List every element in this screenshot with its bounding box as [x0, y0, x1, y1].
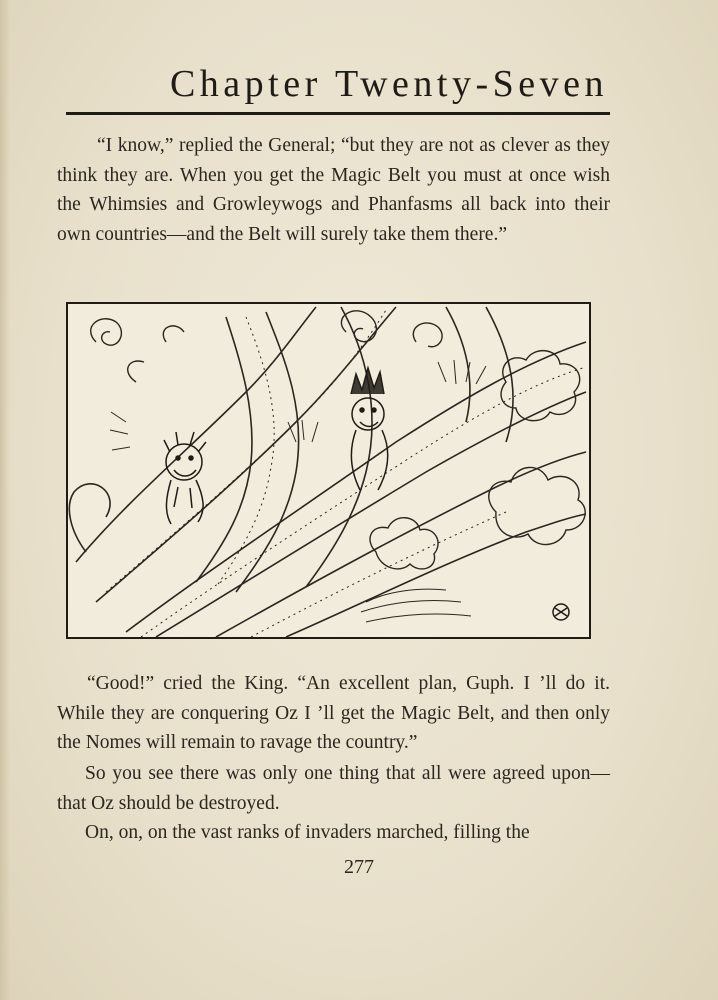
paragraph-invaders: On, on, on the vast ranks of invaders marched, filling the — [85, 822, 530, 843]
paragraph-king-reply: “Good!” cried the King. “An excellent plan, Guph. I ’ll do it. While they are conquering Oz I ’ll get the Magic Belt, and then only the Nomes will remain to ravage the country.” — [57, 673, 610, 753]
paragraph-general-reply: “I know,” replied the General; “but they are not as clever as they think they are. When you get the Magic Belt you must at once wish the Whimsies and Growleywogs and Phanfasms all back into their own countries—and the Belt will surely take them there.” — [57, 135, 610, 245]
chapter-title: Chapter Twenty-Seven — [169, 63, 608, 105]
page-number: 277 — [344, 856, 374, 878]
paragraph-agreement: So you see there was only one thing that all were agreed upon—that Oz should be destroyed. — [57, 763, 610, 814]
page-edge-shadow — [0, 0, 10, 1000]
ink-illustration — [66, 302, 591, 639]
chapter-heading — [66, 56, 610, 115]
illustration-drawing — [66, 302, 591, 639]
